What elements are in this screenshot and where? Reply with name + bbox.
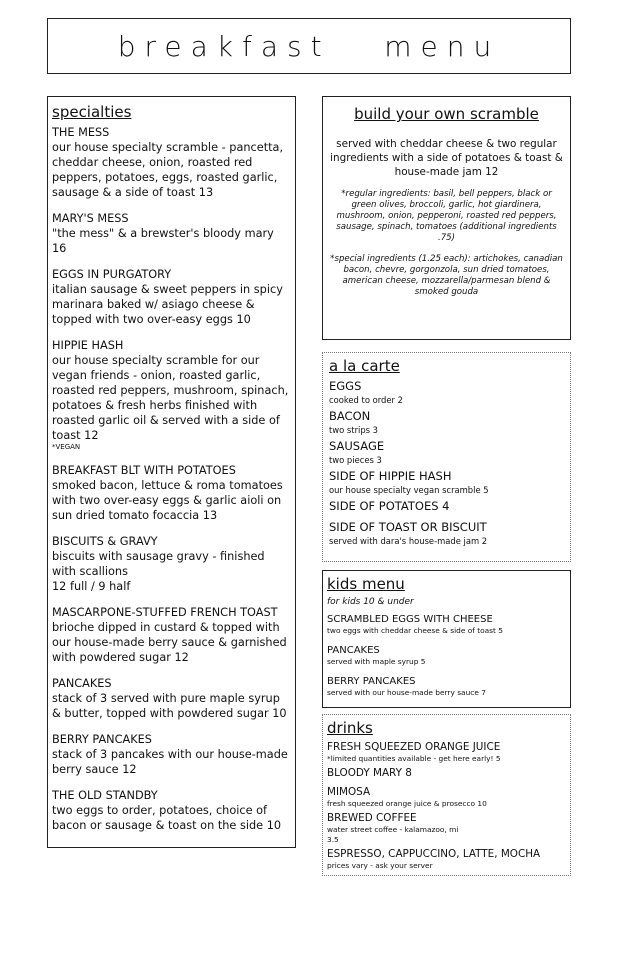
menu-item (52, 267, 291, 327)
item-desc: brioche dipped in custard & topped with our house-made berry sauce & garnished with powdered sugar 12 (52, 621, 287, 664)
alacarte-item-desc: our house specialty vegan scramble 5 (329, 485, 489, 495)
alacarte-item-name: SIDE OF POTATOES 4 (329, 499, 450, 513)
alacarte-item-name: SAUSAGE (329, 439, 385, 453)
kids-item-desc: two eggs with cheddar cheese & side of toast 5 (327, 626, 503, 635)
drinks-heading: drinks (327, 719, 373, 737)
menu-item (52, 211, 291, 256)
alacarte-item-name: EGGS (329, 379, 362, 393)
menu-item (52, 125, 291, 200)
specialties-section (47, 96, 296, 848)
item-desc: biscuits with sausage gravy - finished with scallions 12 full / 9 half (52, 550, 265, 593)
menu-item (52, 605, 291, 665)
item-desc: two eggs to order, potatoes, choice of bacon or sausage & toast on the side 10 (52, 804, 282, 832)
menu-item (52, 338, 291, 452)
item-name: BERRY PANCAKES (52, 733, 152, 746)
drink-spacer (327, 780, 566, 783)
item-note: *VEGAN (52, 443, 81, 451)
drinks-section (322, 714, 571, 876)
alacarte-item-name: SIDE OF TOAST OR BISCUIT (329, 520, 487, 534)
scramble-special-ingredients: *special ingredients (1.25 each): artichokes, canadian bacon, chevre, gorgonzola, sun dried tomatoes, american cheese, mozzarella/parmesan blend & smoked gouda (330, 254, 563, 297)
kids-subtitle: for kids 10 & under (327, 597, 414, 607)
menu-item (52, 534, 291, 594)
kids-item-desc: served with maple syrup 5 (327, 657, 426, 666)
alacarte-item-desc: cooked to order 2 (329, 395, 403, 405)
drink-item-name: FRESH SQUEEZED ORANGE JUICE (327, 741, 501, 753)
menu-item (52, 676, 291, 721)
specialties-heading: specialties (52, 103, 132, 121)
alacarte-item-desc: served with dara's house-made jam 2 (329, 536, 488, 546)
drink-item-desc: fresh squeezed orange juice & prosecco 10 (327, 799, 487, 808)
item-desc: our house specialty scramble - pancetta, cheddar cheese, onion, roasted red peppers, potatoes, eggs, roasted garlic, sausage & a side of toast 13 (52, 141, 284, 199)
drink-item-desc: prices vary - ask your server (327, 861, 433, 870)
drink-item-name: MIMOSA (327, 786, 371, 798)
kids-item-name: PANCAKES (327, 645, 380, 656)
item-desc: our house specialty scramble for our vegan friends - onion, roasted garlic, roasted red peppers, mushroom, spinach, potatoes & fresh herbs finished with roasted garlic oil & served with a side of toast 12 (52, 354, 289, 442)
item-name: MARY'S MESS (52, 212, 129, 225)
scramble-intro: served with cheddar cheese & two regular ingredients with a side of potatoes & toast & house-made jam 12 (330, 138, 563, 178)
item-name: PANCAKES (52, 677, 112, 690)
drink-item-name: ESPRESSO, CAPPUCCINO, LATTE, MOCHA (327, 848, 541, 860)
item-name: HIPPIE HASH (52, 339, 124, 352)
alacarte-item-desc: two pieces 3 (329, 455, 382, 465)
item-name: THE MESS (52, 126, 110, 139)
alacarte-item-name: BACON (329, 409, 371, 423)
drink-item-desc: water street coffee - kalamazoo, mi 3.5 (327, 825, 459, 844)
kids-heading: kids menu (327, 575, 405, 593)
item-name: THE OLD STANDBY (52, 789, 158, 802)
item-name: EGGS IN PURGATORY (52, 268, 172, 281)
scramble-heading: build your own scramble (354, 105, 539, 123)
alacarte-item-name: SIDE OF HIPPIE HASH (329, 469, 452, 483)
menu-item (52, 463, 291, 523)
item-name: BREAKFAST BLT WITH POTATOES (52, 464, 236, 477)
item-name: MASCARPONE-STUFFED FRENCH TOAST (52, 606, 278, 619)
item-desc: stack of 3 pancakes with our house-made berry sauce 12 (52, 748, 288, 776)
specialties-list (52, 125, 291, 833)
alacarte-spacer (329, 514, 564, 517)
page-title: breakfast menu (117, 30, 501, 63)
item-desc: smoked bacon, lettuce & roma tomatoes with two over-easy eggs & garlic aioli on sun dried tomato focaccia 13 (52, 479, 283, 522)
kids-list (327, 613, 566, 698)
alacarte-list (329, 379, 564, 547)
menu-item (52, 732, 291, 777)
item-desc: italian sausage & sweet peppers in spicy marinara baked w/ asiago cheese & topped with two over-easy eggs 10 (52, 283, 283, 326)
item-desc: "the mess" & a brewster's bloody mary 16 (52, 227, 274, 255)
alacarte-section (322, 352, 571, 562)
item-name: BISCUITS & GRAVY (52, 535, 158, 548)
scramble-section (322, 96, 571, 340)
kids-item-desc: served with our house-made berry sauce 7 (327, 688, 486, 697)
kids-item-name: SCRAMBLED EGGS WITH CHEESE (327, 614, 493, 625)
menu-item (52, 788, 291, 833)
alacarte-item-desc: two strips 3 (329, 425, 379, 435)
drink-item-name: BLOODY MARY 8 (327, 767, 412, 779)
title-box (47, 18, 571, 74)
kids-item-name: BERRY PANCAKES (327, 676, 416, 687)
alacarte-heading: a la carte (329, 357, 400, 375)
drink-item-desc: *limited quantities available - get here early! 5 (327, 754, 501, 763)
kids-section (322, 570, 571, 708)
drink-item-name: BREWED COFFEE (327, 812, 417, 824)
drinks-list (327, 741, 566, 871)
item-desc: stack of 3 served with pure maple syrup & butter, topped with powdered sugar 10 (52, 692, 287, 720)
scramble-regular-ingredients: *regular ingredients: basil, bell peppers, black or green olives, broccoli, garlic, hot giardinera, mushroom, onion, pepperoni, roasted red peppers, sausage, spinach, tomatoes (additional ingredients .75) (336, 189, 557, 243)
